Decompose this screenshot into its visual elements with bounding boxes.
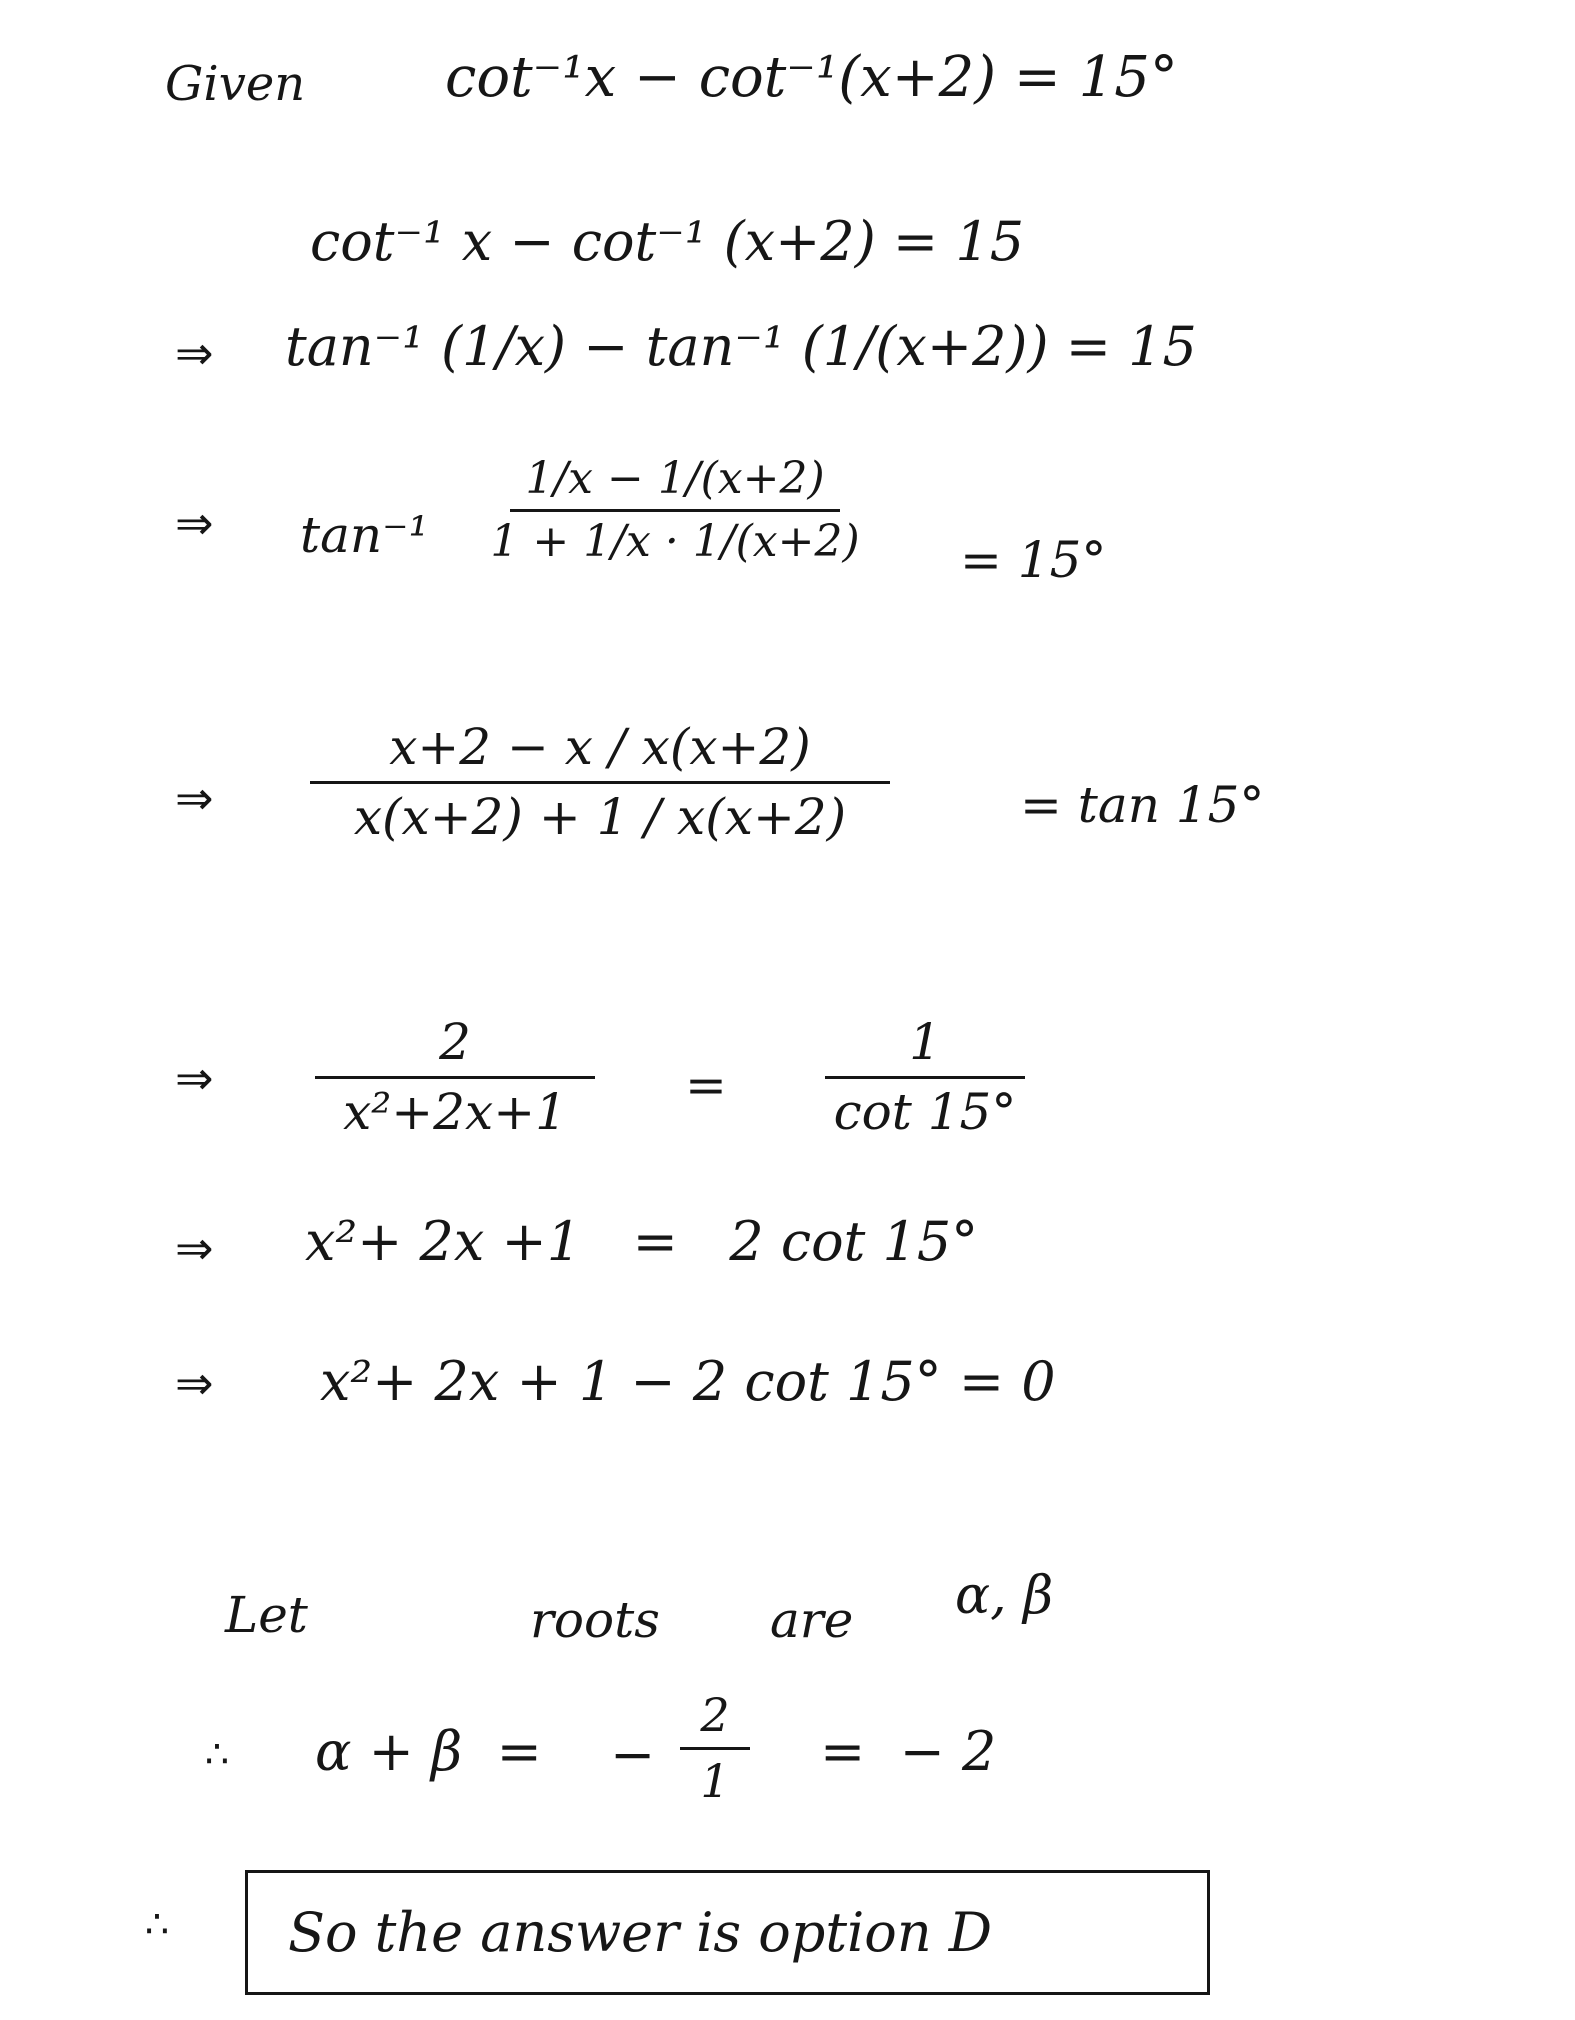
given-label: Given	[165, 56, 306, 112]
step-4-fraction-bar	[310, 781, 890, 784]
step-5-right-bar	[825, 1076, 1025, 1079]
implies-arrow-3: ⇒	[175, 771, 214, 825]
implies-arrow-1: ⇒	[175, 326, 214, 380]
step-5-left-fraction	[315, 1015, 595, 1140]
step-5-left-bar	[315, 1076, 595, 1079]
let-word: Let	[225, 1586, 308, 1644]
step-3-fraction	[490, 453, 860, 568]
are-word: are	[770, 1591, 854, 1649]
therefore-symbol-2: ∴	[145, 1902, 170, 1946]
step-5-equals: =	[685, 1056, 727, 1114]
step-3-tan-inverse: tan⁻¹	[300, 506, 429, 564]
step-2-equation: tan⁻¹ (1/x) − tan⁻¹ (1/(x+2)) = 15	[285, 315, 1197, 378]
step-3-numerator: 1/x − 1/(x+2)	[525, 453, 825, 504]
answer-text: So the answer is option D	[288, 1901, 993, 1964]
sum-minus: −	[610, 1723, 656, 1786]
therefore-symbol-1: ∴	[205, 1732, 230, 1776]
alpha-beta: α, β	[955, 1566, 1054, 1626]
sum-lhs: α + β =	[315, 1720, 542, 1783]
implies-arrow-2: ⇒	[175, 496, 214, 550]
step-6-equation: x²+ 2x +1 = 2 cot 15°	[305, 1210, 979, 1273]
answer-box	[245, 1870, 1210, 1995]
step-3-fraction-bar	[510, 509, 840, 512]
step-4-denominator: x(x+2) + 1 / x(x+2)	[353, 788, 847, 846]
step-7-equation: x²+ 2x + 1 − 2 cot 15° = 0	[320, 1350, 1056, 1413]
sum-denominator: 1	[700, 1753, 730, 1808]
step-3-denominator: 1 + 1/x · 1/(x+2)	[490, 516, 860, 568]
implies-arrow-4: ⇒	[175, 1051, 214, 1105]
step-5-right-denominator: cot 15°	[833, 1083, 1017, 1141]
step-4-rhs: = tan 15°	[1020, 776, 1265, 834]
step-5-left-numerator: 2	[439, 1013, 471, 1071]
step-5-right-fraction	[825, 1015, 1025, 1140]
implies-arrow-6: ⇒	[175, 1356, 214, 1410]
sum-fraction	[680, 1690, 750, 1806]
step-5-right-numerator: 1	[909, 1013, 941, 1071]
step-3-rhs: = 15°	[960, 531, 1107, 589]
given-equation: cot⁻¹x − cot⁻¹(x+2) = 15°	[445, 45, 1178, 110]
sum-fraction-bar	[680, 1747, 750, 1750]
sum-numerator: 2	[700, 1688, 730, 1742]
step-1-equation: cot⁻¹ x − cot⁻¹ (x+2) = 15	[310, 210, 1025, 273]
step-4-fraction	[310, 720, 890, 845]
implies-arrow-5: ⇒	[175, 1221, 214, 1275]
roots-word: roots	[530, 1591, 660, 1649]
step-5-left-denominator: x²+2x+1	[343, 1083, 567, 1141]
step-4-numerator: x+2 − x / x(x+2)	[389, 718, 811, 776]
sum-rhs: = − 2	[820, 1720, 997, 1783]
